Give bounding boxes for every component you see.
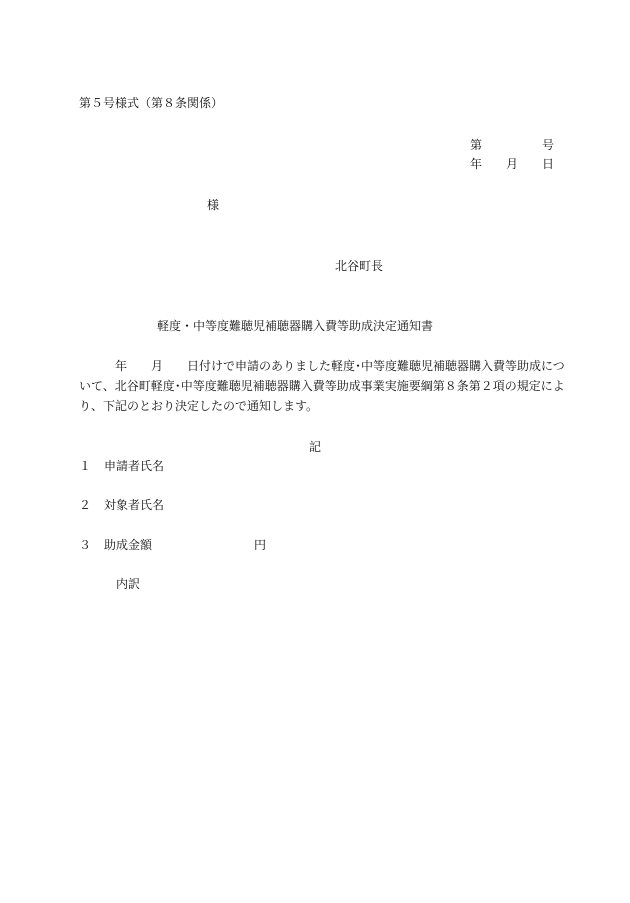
item-2-number: ２ xyxy=(79,498,92,512)
issuer: 北谷町長 xyxy=(335,259,384,273)
document-number: 第 号 xyxy=(470,138,555,152)
addressee-suffix: 様 xyxy=(207,198,220,212)
body-line-3: り、下記のとおり決定したので通知します。 xyxy=(79,399,319,413)
ki-heading: 記 xyxy=(309,440,322,454)
item-1-number: １ xyxy=(79,459,92,473)
body-line-1: 年 月 日付けで申請のありました軽度･中等度難聴児補聴器購入費等助成につ xyxy=(115,359,565,373)
item-3-number: ３ xyxy=(79,538,92,552)
item-1-label: 申請者氏名 xyxy=(104,459,165,473)
form-label: 第５号様式（第８条関係） xyxy=(79,96,224,110)
breakdown-label: 内訳 xyxy=(116,577,141,591)
item-2-label: 対象者氏名 xyxy=(104,498,165,512)
item-3-label: 助成金額 xyxy=(104,538,153,552)
document-date: 年 月 日 xyxy=(470,157,555,171)
item-3-unit: 円 xyxy=(254,538,267,552)
document-title: 軽度・中等度難聴児補聴器購入費等助成決定通知書 xyxy=(157,319,434,333)
body-line-2: いて、北谷町軽度･中等度難聴児補聴器購入費等助成事業実施要綱第８条第２項の規定によ xyxy=(79,379,565,393)
